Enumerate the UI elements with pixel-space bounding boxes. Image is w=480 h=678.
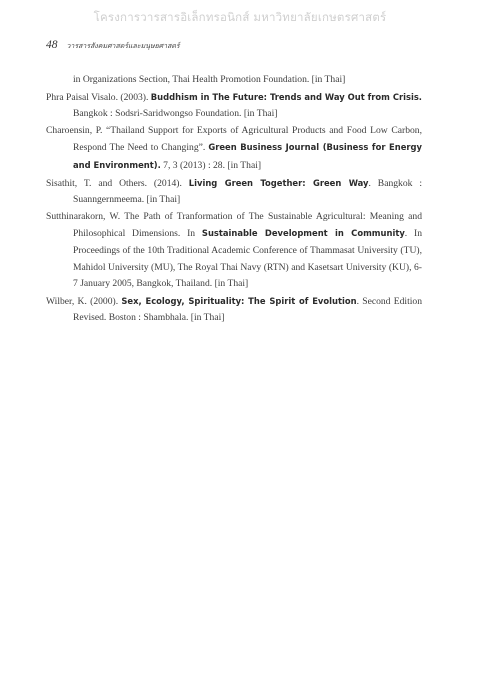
reference-text: . Second Edition Revised. Boston : Shambhala. [in Thai] [73, 295, 422, 324]
reference-text: Bangkok : Sodsri-Saridwongso Foundation. [in Thai] [73, 108, 278, 120]
reference-entry [46, 293, 422, 327]
reference-text: . In Proceedings of the 10th Traditional Academic Conference of Thammasat University (TU), Mahidol University (MU), The Royal Thai Navy (RTN) and Kasetsart University (KU), 6-7 January 2005, Bangkok, Thailand. [in Thai] [73, 228, 423, 290]
reference-entry [46, 209, 422, 293]
page-number: 48 [46, 39, 58, 51]
reference-title: Buddhism in The Future: Trends and Way Out from Crisis. [150, 91, 422, 102]
reference-text: . Bangkok : Suanngernmeema. [in Thai] [73, 177, 422, 206]
reference-entry [46, 89, 422, 123]
reference-text: in Organizations Section, Thai Health Promotion Foundation. [in Thai] [73, 74, 346, 85]
reference-text: Charoensin, P. “Thailand Support for Exports of Agricultural Products and Food Low Carbon, Respond The Need to Changing”. [46, 124, 422, 154]
reference-entry [46, 71, 422, 89]
reference-title: Green Business Journal (Business for Energy and Environment). [73, 142, 422, 170]
journal-title: วารสารสังคมศาสตร์และมนุษยศาสตร์ [66, 42, 180, 50]
reference-text: 7, 3 (2013) : 28. [in Thai] [160, 159, 262, 171]
reference-text: Phra Paisal Visalo. (2003). [46, 91, 151, 103]
reference-text: Sutthinarakorn, W. The Path of Tranformation of The Sustainable Agricultural: Meaning and Philosophical Dimensions. In [46, 210, 422, 240]
reference-text: Sisathit, T. and Others. (2014). [46, 177, 189, 189]
reference-title: Living Green Together: Green Way [188, 177, 369, 188]
reference-title: Sustainable Development in Community [201, 228, 405, 239]
reference-entry [46, 175, 422, 209]
reference-entry [46, 123, 422, 175]
reference-text: Wilber, K. (2000). [46, 295, 122, 307]
reference-title: Sex, Ecology, Spirituality: The Spirit of Evolution [121, 295, 357, 306]
page-header [46, 39, 180, 52]
reference-list [46, 71, 422, 327]
watermark-text: โครงการวารสารอิเล็กทรอนิกส์ มหาวิทยาลัยเกษตรศาสตร์ [93, 10, 387, 24]
